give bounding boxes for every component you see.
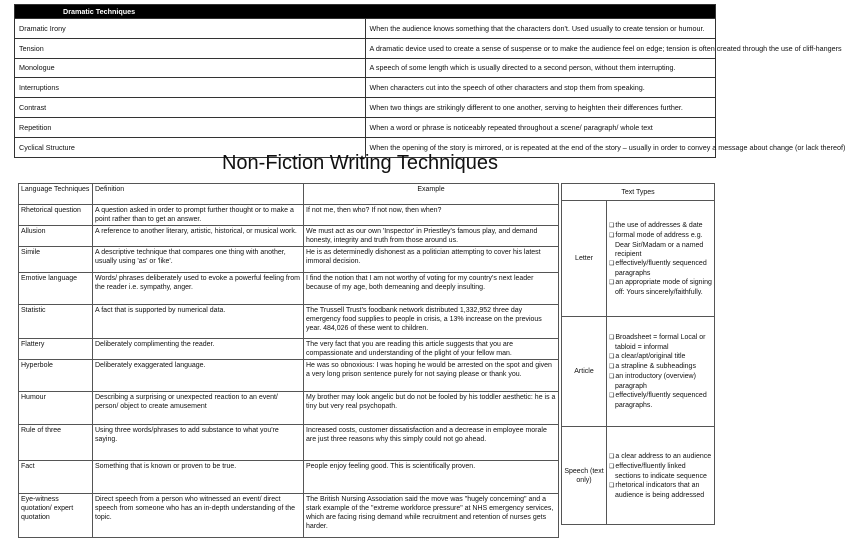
table-row xyxy=(15,117,716,137)
list-item: ❑ rhetorical indicators that an audience is being addressed xyxy=(609,481,712,500)
list-item: ❑ a strapline & subheadings xyxy=(609,362,712,372)
table-row xyxy=(19,392,559,425)
table-row xyxy=(19,339,559,360)
text-types-header: Text Types xyxy=(562,184,715,201)
list-item: ❑ an appropriate mode of signing off: Yours sincerely/faithfully. xyxy=(609,278,712,297)
technique-definition: Deliberately exaggerated language. xyxy=(93,360,304,392)
technique-definition: Deliberately complimenting the reader. xyxy=(93,339,304,360)
technique-definition: Using three words/phrases to add substance to what you're saying. xyxy=(93,425,304,461)
text-types-header-row xyxy=(562,184,715,201)
table-row xyxy=(19,205,559,226)
technique-example: We must act as our own 'Inspector' in Priestley's famous play, and demand honesty, integrity and truth from those around us. xyxy=(304,226,559,247)
list-item: ❑ an introductory (overview) paragraph xyxy=(609,372,712,391)
dramatic-definition: When the opening of the story is mirrored, or is repeated at the end of the story – usually in order to convey a message about change (or lack thereof) xyxy=(365,137,716,157)
list-item: ❑ formal mode of address e.g. Dear Sir/Madam or a named recipient xyxy=(609,231,712,259)
bullet-list xyxy=(609,333,712,410)
language-techniques-header-row xyxy=(19,184,559,205)
column-header-example: Example xyxy=(304,184,559,205)
technique-term: Fact xyxy=(19,461,93,494)
text-type-points xyxy=(607,427,715,525)
column-header-definition: Definition xyxy=(93,184,304,205)
technique-term: Statistic xyxy=(19,305,93,339)
table-row xyxy=(15,98,716,118)
bullet-list xyxy=(609,221,712,297)
table-row xyxy=(15,19,716,39)
column-header-term: Language Techniques xyxy=(19,184,93,205)
text-type-points xyxy=(607,201,715,317)
dramatic-term: Dramatic Irony xyxy=(15,19,366,39)
technique-example: Increased costs, customer dissatisfaction and a decrease in employee morale are just three reasons why this simply could not go ahead. xyxy=(304,425,559,461)
dramatic-techniques-heading: Dramatic Techniques xyxy=(15,5,716,19)
technique-example: The British Nursing Association said the move was "hugely concerning" and a stark example of the "extreme workforce pressure" at NHS emergency services, which are facing rising demand while recruitment and retention of nurses gets harder. xyxy=(304,494,559,538)
technique-term: Rule of three xyxy=(19,425,93,461)
table-row xyxy=(19,305,559,339)
dramatic-definition: When the audience knows something that the characters don't. Used usually to create tension or humour. xyxy=(365,19,716,39)
technique-example: I find the notion that I am not worthy of voting for my country's next leader because of my age, both demeaning and deeply insulting. xyxy=(304,273,559,305)
list-item: ❑ a clear/apt/original title xyxy=(609,352,712,362)
technique-term: Hyperbole xyxy=(19,360,93,392)
technique-example: The very fact that you are reading this article suggests that you are compassionate and understanding of the plight of your fellow man. xyxy=(304,339,559,360)
dramatic-term: Interruptions xyxy=(15,78,366,98)
technique-example: My brother may look angelic but do not be fooled by his toddler aesthetic: he is a tiny but very real psychopath. xyxy=(304,392,559,425)
dramatic-definition: When two things are strikingly different to one another, serving to heighten their differences further. xyxy=(365,98,716,118)
table-row xyxy=(19,494,559,538)
table-row xyxy=(562,427,715,525)
list-item: ❑ effective/fluently linked sections to indicate sequence xyxy=(609,462,712,481)
technique-definition: A reference to another literary, artistic, historical, or musical work. xyxy=(93,226,304,247)
technique-term: Humour xyxy=(19,392,93,425)
technique-example: If not me, then who? If not now, then when? xyxy=(304,205,559,226)
technique-term: Rhetorical question xyxy=(19,205,93,226)
language-techniques-table xyxy=(18,183,559,538)
technique-definition: A descriptive technique that compares one thing with another, usually using 'as' or 'like'. xyxy=(93,247,304,273)
text-type-points xyxy=(607,317,715,427)
technique-term: Allusion xyxy=(19,226,93,247)
list-item: ❑ effectively/fluently sequenced paragraphs. xyxy=(609,391,712,410)
table-row xyxy=(19,461,559,494)
table-row xyxy=(15,78,716,98)
table-row xyxy=(562,317,715,427)
table-row xyxy=(19,360,559,392)
list-item: ❑ effectively/fluently sequenced paragraphs xyxy=(609,259,712,278)
technique-definition: A fact that is supported by numerical data. xyxy=(93,305,304,339)
table-row xyxy=(19,273,559,305)
dramatic-term: Contrast xyxy=(15,98,366,118)
table-row xyxy=(19,226,559,247)
dramatic-definition: When a word or phrase is noticeably repeated throughout a scene/ paragraph/ whole text xyxy=(365,117,716,137)
technique-example: The Trussell Trust's foodbank network distributed 1,332,952 three day emergency food supplies to people in crisis, a 13% increase on the previous year. 484,026 of these went to children. xyxy=(304,305,559,339)
text-type-name: Letter xyxy=(562,201,607,317)
text-type-name: Speech (text only) xyxy=(562,427,607,525)
technique-term: Simile xyxy=(19,247,93,273)
text-type-name: Article xyxy=(562,317,607,427)
dramatic-term: Monologue xyxy=(15,58,366,78)
technique-term: Eye-witness quotation/ expert quotation xyxy=(19,494,93,538)
technique-definition: Something that is known or proven to be true. xyxy=(93,461,304,494)
table-row xyxy=(562,201,715,317)
list-item: ❑ Broadsheet = formal Local or tabloid = informal xyxy=(609,333,712,352)
text-types-table xyxy=(561,183,715,525)
technique-definition: A question asked in order to prompt further thought or to make a point rather than to get an answer. xyxy=(93,205,304,226)
dramatic-definition: A dramatic device used to create a sense of suspense or to make the audience feel on edge; tension is often created through the use of cliff-hangers xyxy=(365,38,716,58)
technique-example: He was so obnoxious: I was hoping he would be arrested on the spot and given a very long prison sentence purely for not saying please or thank you. xyxy=(304,360,559,392)
dramatic-term: Tension xyxy=(15,38,366,58)
dramatic-definition: A speech of some length which is usually directed to a second person, without them interrupting. xyxy=(365,58,716,78)
technique-term: Emotive language xyxy=(19,273,93,305)
bullet-list xyxy=(609,452,712,500)
list-item: ❑ the use of addresses & date xyxy=(609,221,712,231)
technique-example: He is as determinedly dishonest as a politician attempting to cover his latest immoral decision. xyxy=(304,247,559,273)
table-row xyxy=(19,247,559,273)
dramatic-techniques-table xyxy=(14,4,845,158)
technique-definition: Describing a surprising or unexpected reaction to an event/ person/ object to create amusement xyxy=(93,392,304,425)
table-row xyxy=(19,425,559,461)
technique-term: Flattery xyxy=(19,339,93,360)
table-row xyxy=(15,58,716,78)
technique-example: People enjoy feeling good. This is scientifically proven. xyxy=(304,461,559,494)
dramatic-definition: When characters cut into the speech of other characters and stop them from speaking. xyxy=(365,78,716,98)
list-item: ❑ a clear address to an audience xyxy=(609,452,712,462)
technique-definition: Direct speech from a person who witnessed an event/ direct speech from someone who has an in-depth understanding of the topic. xyxy=(93,494,304,538)
dramatic-term: Cyclical Structure xyxy=(15,137,366,157)
page-title: Non-Fiction Writing Techniques xyxy=(221,152,499,174)
dramatic-techniques-header-row xyxy=(15,5,716,19)
technique-definition: Words/ phrases deliberately used to evoke a powerful feeling from the reader i.e. sympathy, anger. xyxy=(93,273,304,305)
table-row xyxy=(15,38,716,58)
dramatic-term: Repetition xyxy=(15,117,366,137)
